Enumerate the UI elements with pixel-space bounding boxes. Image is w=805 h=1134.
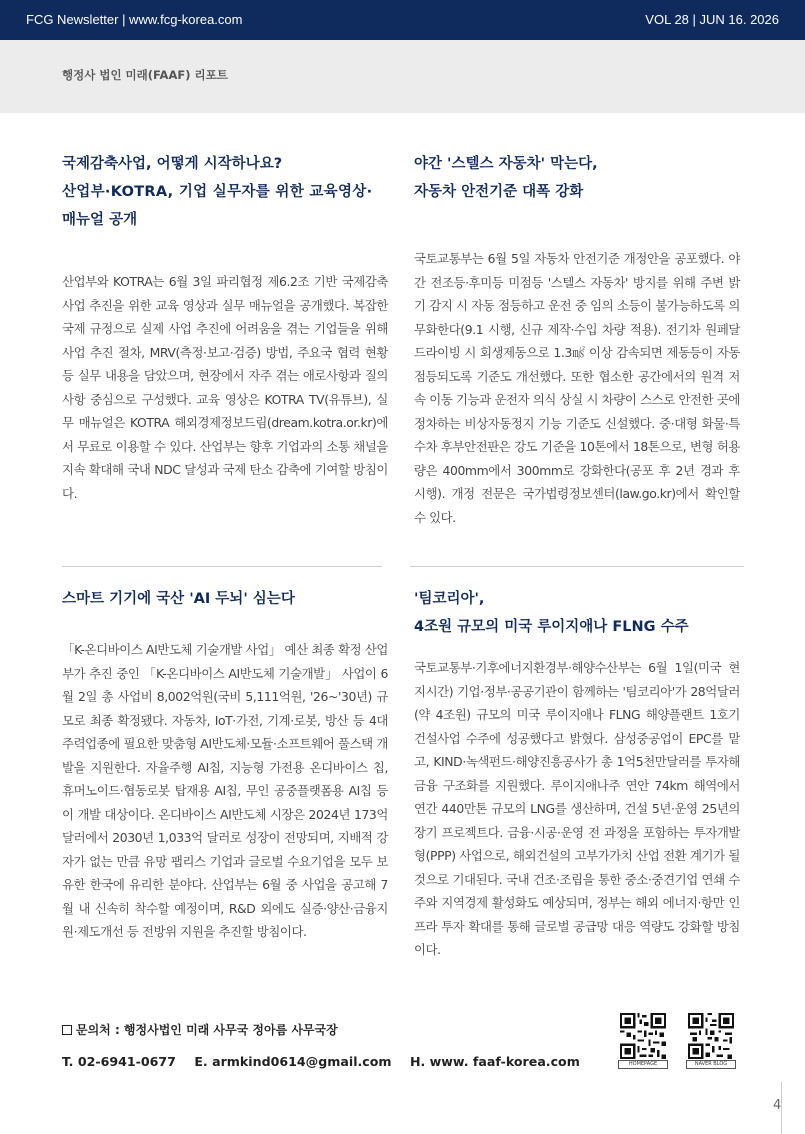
headline-line: 야간 '스텔스 자동차' 막는다,: [414, 156, 598, 172]
article-headline: [414, 150, 740, 206]
article-headline: [414, 585, 740, 641]
checkbox-square-icon: [62, 1025, 72, 1035]
contact-email[interactable]: E. armkind0614@gmail.com: [194, 1054, 392, 1069]
article-body: 「K-온디바이스 AI반도체 기술개발 사업」 예산 최종 확정 산업부가 추진 중인 「K-온디바이스 AI반도체 기술개발」 사업이 6월 2일 총 사업비 8,002억원(국비 5,111억원, '26~'30년) 규모로 최종 확정됐다. 자동차, IoT·가전, 기계·로봇, 방산 등 4대 주력업종에 필요한 맞춤형 AI반도체·모듈·소프트웨어 풀스택 개발을 지원한다. 자율주행 AI칩, 지능형 가전용 온디바이스 칩, 휴머노이드·협동로봇 탑재용 AI칩, 무인 공중플랫폼용 AI칩 등이 개발 대상이다. 온디바이스 AI반도체 시장은 2024년 173억 달러에서 2030년 1,033억 달러로 성장이 전망되며, 지배적 강자가 없는 만큼 유망 팹리스 기업과 글로벌 수요기업을 모두 보유한 한국에 유리한 분야다. 산업부는 6월 중 사업을 공고해 7월 내 신속히 착수할 예정이며, R&D 외에도 실증·양산·금융지원·제도개선 등 전방위 지원을 추진할 방침이다.: [62, 642, 388, 939]
page-number: 4: [773, 1098, 782, 1113]
headline-line: 국제감축사업, 어떻게 시작하나요?: [62, 156, 283, 172]
newsletter-site[interactable]: FCG Newsletter | www.fcg-korea.com: [26, 12, 243, 27]
contact-info: [62, 1021, 594, 1069]
contact-phone[interactable]: T. 02-6941-0677: [62, 1054, 176, 1069]
qr-code-icon: [688, 1013, 734, 1059]
article-flng: [414, 585, 740, 962]
top-banner: [0, 0, 805, 40]
headline-line: 4조원 규모의 미국 루이지애나 FLNG 수주: [414, 619, 689, 635]
qr-caption: NAVER BLOG: [686, 1060, 736, 1069]
qr-code-icon: [620, 1013, 666, 1059]
article-ai-chip: [62, 585, 388, 944]
contact-details: [62, 1054, 594, 1069]
contact-title-text: 문의처 : 행정사법인 미래 사무국 정아름 사무국장: [76, 1023, 338, 1037]
headline-line: 매뉴얼 공개: [62, 212, 138, 228]
article-body: 산업부와 KOTRA는 6월 3일 파리협정 제6.2조 기반 국제감축사업 추진을 위한 교육 영상과 실무 매뉴얼을 공개했다. 복잡한 국제 규정으로 실제 사업 추진에 어려움을 겪는 기업들을 위해 사업 추진 절차, MRV(측정·보고·검증) 방법, 주요국 협력 현황 등 실무 내용을 담았으며, 현장에서 자주 겪는 애로사항과 질의사항 중심으로 구성했다. 교육 영상은 KOTRA TV(유튜브), 실무 매뉴얼은 KOTRA 해외경제정보드림(dream.kotra.or.kr)에서 무료로 이용할 수 있다. 산업부는 향후 기업과의 소통 채널을 지속 확대해 국내 NDC 달성과 국제 탄소 감축에 기여할 방침이다.: [62, 274, 388, 501]
contact-title: [62, 1021, 594, 1038]
section-divider: [410, 566, 744, 567]
report-band: [0, 40, 805, 113]
naver-blog-qr[interactable]: [686, 1013, 736, 1069]
report-label: 행정사 법인 미래(FAAF) 리포트: [62, 68, 228, 82]
article-body: 국토교통부는 6월 5일 자동차 안전기준 개정안을 공포했다. 야간 전조등·후미등 미점등 '스텔스 자동차' 방지를 위해 주변 밝기 감지 시 자동 점등하고 운전 중 임의 소등이 불가능하도록 의무화한다(9.1 시행, 신규 제작·수입 차량 적용). 전기차 원페달 드라이빙 시 회생제동으로 1.3㎨ 이상 감속되면 제동등이 자동 점등되도록 기준도 개선했다. 또한 협소한 공간에서의 원격 저속 이동 기능과 운전자 의식 상실 시 차량이 스스로 안전한 곳에 정차하는 비상자동정지 기능 기준도 신설했다. 중·대형 화물·특수차 후부안전판은 강도 기준을 10톤에서 18톤으로, 변형 허용량은 400mm에서 300mm로 강화한다(공포 후 2년 경과 후 시행). 개정 전문은 국가법령정보센터(law.go.kr)에서 확인할 수 있다.: [414, 251, 740, 525]
article-headline: [62, 150, 388, 234]
article-body: 국토교통부·기후에너지환경부·해양수산부는 6월 1일(미국 현지시간) 기업·정부·공공기관이 함께하는 '팀코리아'가 28억달러(약 4조원) 규모의 미국 루이지애나 FLNG 해양플랜트 1호기 건설사업 수주에 성공했다고 밝혔다. 삼성중공업이 EPC를 맡고, KIND·녹색펀드·해양진흥공사가 총 1억5천만달러를 투자해 금융 구조화를 지원했다. 루이지애나주 연안 74km 해역에서 연간 440만톤 규모의 LNG를 생산하며, 건설 5년·운영 25년의 장기 프로젝트다. 금융·시공·운영 전 과정을 포함하는 투자개발형(PPP) 사업으로, 해외건설의 고부가가치 산업 전환 계기가 될 것으로 기대된다. 국내 건조·조립을 통한 중소·중견기업 연쇄 수주와 지역경제 활성화도 예상되며, 정부는 해외 에너지·항만 인프라 투자 확대를 통해 글로벌 공급망 대응 역량도 강화할 방침이다.: [414, 660, 740, 957]
section-divider: [62, 566, 382, 567]
article-headline: [62, 585, 388, 613]
article-carbon-reduction: [62, 150, 388, 505]
headline-line: '팀코리아',: [414, 591, 485, 607]
homepage-qr[interactable]: [618, 1013, 668, 1069]
headline-line: 산업부·KOTRA, 기업 실무자를 위한 교육영상·: [62, 184, 373, 200]
article-stealth-car: [414, 150, 740, 529]
issue-info: VOL 28 | JUN 16. 2026: [645, 12, 779, 27]
headline-line: 스마트 기기에 국산 'AI 두뇌' 심는다: [62, 591, 295, 607]
qr-caption: HOMEPAGE: [618, 1060, 668, 1069]
headline-line: 자동차 안전기준 대폭 강화: [414, 184, 584, 200]
contact-homepage[interactable]: H. www. faaf-korea.com: [409, 1054, 580, 1069]
